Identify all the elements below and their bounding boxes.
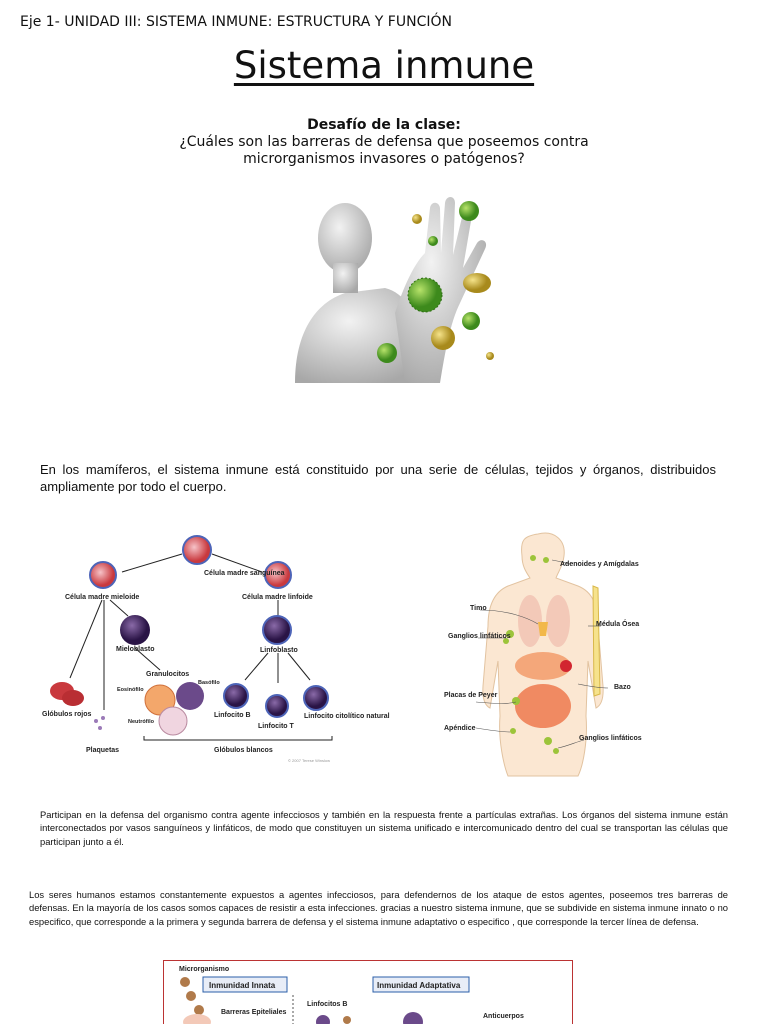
blood-cell-lineage-diagram [40,528,390,773]
immunity-types-diagram [163,960,573,1024]
label-thymus: Timo [470,605,487,612]
label-neutrophil: Neutrófilo [128,719,154,725]
label-lymph-nodes-lower: Ganglios linfáticos [579,735,642,742]
label-basophil: Basófilo [198,680,220,686]
challenge-question: ¿Cuáles son las barreras de defensa que poseemos contra microrganismos invasores o patógenos? [179,134,589,167]
label-adenoids: Adenoides y Amígdalas [560,561,639,568]
label-b-cell: Linfocito B [214,712,251,719]
label-nk-cell: Linfocito citolítico natural [304,713,390,720]
page-title: Sistema inmune [233,44,535,87]
label-stem-cell: Célula madre sanguínea [204,570,285,577]
diagram-copyright: © 2007 Terese Winslow [288,758,331,763]
paragraph-defense-barriers: Los seres humanos estamos constantemente expuestos a agentes infecciosos, para defendernos de los ataque de estos agentes, poseemos tres barreras de defensas. En la mayoría de los casos somos capaces de resistir a esta infecciones. gracias a nuestro sistema inmune, que se subdivide en sistema inmune innato o no especifico, que corresponde a la primera y segunda barrera de defensa y el sistema inmune adaptativo o especifico , que corresponde la tercer línea de defensa. [29,889,728,927]
label-epithelial-barriers: Barreras Epiteliales [221,1009,287,1016]
label-lymphoblast: Linfoblasto [260,647,298,654]
label-marrow: Médula Ósea [596,621,640,628]
hero-illustration [255,183,535,383]
label-adaptive-immunity: Inmunidad Adaptativa [377,981,461,990]
label-appendix: Apéndice [444,725,476,732]
challenge-heading: Desafío de la clase: [307,117,461,133]
label-granulocytes: Granulocitos [146,671,190,678]
intro-paragraph: En los mamíferos, el sistema inmune está constituido por una serie de células, tejidos y órganos, distribuidos ampliamente por todo el cuerpo. [40,462,716,494]
label-myeloid: Célula madre mieloide [65,594,140,601]
label-spleen: Bazo [614,684,631,691]
label-lymph-nodes: Ganglios linfáticos [448,633,511,640]
label-innate-immunity: Inmunidad Innata [209,981,276,990]
label-t-cell: Linfocito T [258,723,294,730]
label-lymphoid: Célula madre linfoide [242,594,313,601]
label-peyer: Placas de Peyer [444,692,498,699]
label-platelets: Plaquetas [86,747,120,754]
label-red-cells: Glóbulos rojos [42,711,92,718]
label-microorganism: Microrganismo [179,966,230,973]
label-white-cells: Glóbulos blancos [214,747,273,754]
label-antibodies: Anticuerpos [483,1013,524,1020]
class-challenge [0,117,768,168]
immune-organs-diagram [438,526,668,776]
label-b-lymphocytes: Linfocitos B [307,1001,348,1008]
paragraph-participation: Participan en la defensa del organismo contra agente infecciosos y también en la respuesta frente a partículas extrañas. Los órganos del sistema inmune están interconectados por vasos sanguíneos y linfáticos, de modo que constituyen un sistema unificado e intercomunicado dentro del cual se transportan las células que participan junto a él. [40,809,728,847]
label-myeloblast: Mieloblasto [116,646,155,653]
label-eosinophil: Eosinófilo [117,687,144,693]
unit-header: Eje 1- UNIDAD III: SISTEMA INMUNE: ESTRUCTURA Y FUNCIÓN [20,14,452,30]
